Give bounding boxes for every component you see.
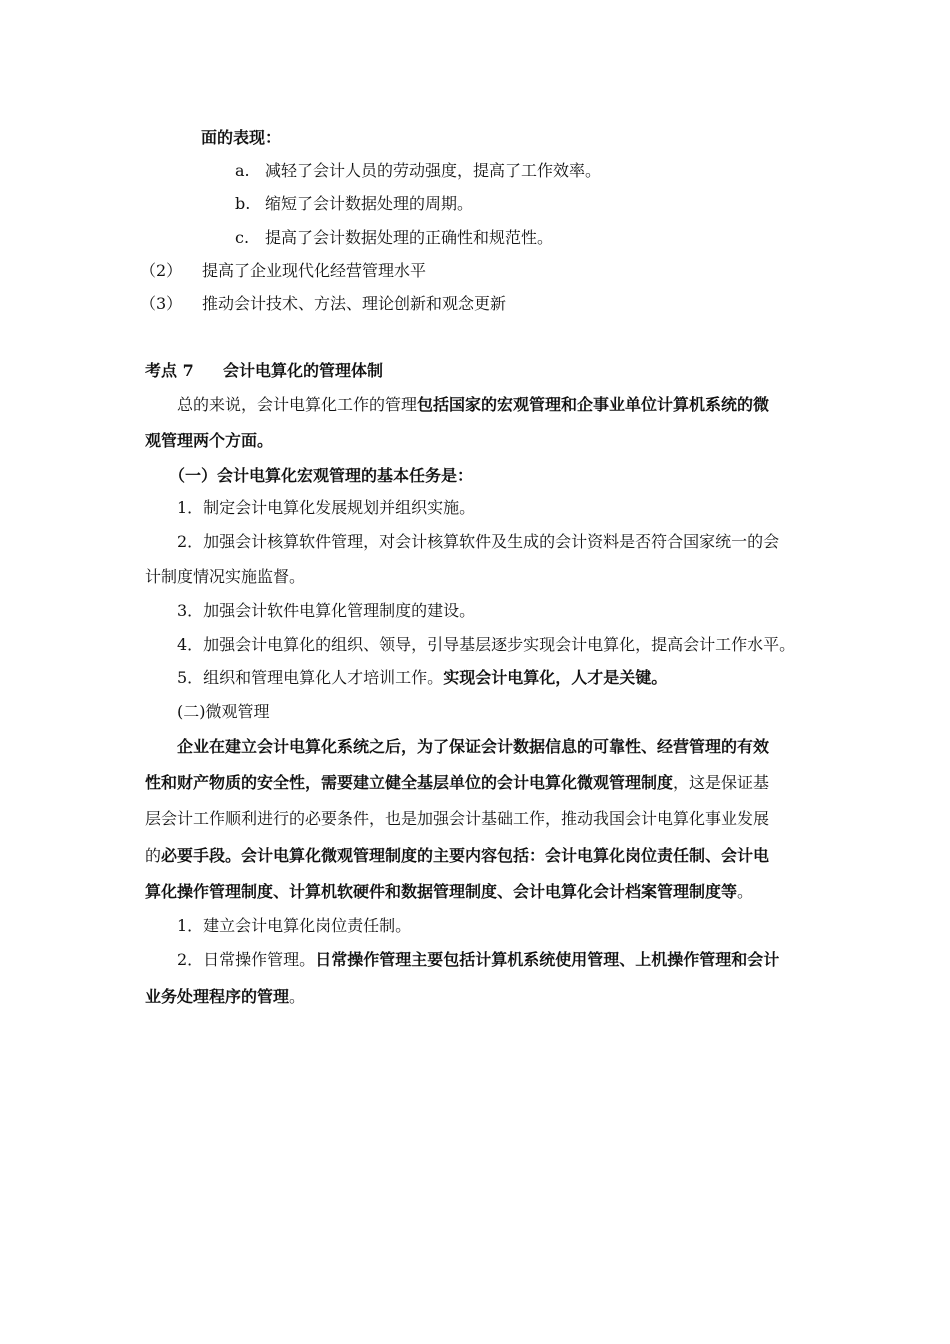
micro-para-text: ，这是保证基	[673, 773, 770, 792]
micro-item-2-text: 。	[289, 987, 306, 1006]
sub-item-text: 缩短了会计数据处理的周期。	[265, 194, 474, 213]
micro-para-line-3: 层会计工作顺利进行的必要条件，也是加强会计基础工作，推动我国会计电算化事业发展	[145, 809, 770, 828]
macro-item-1: 1．制定会计电算化发展规划并组织实施。	[177, 498, 476, 517]
micro-item-2-cont	[145, 987, 305, 1007]
micro-para-emphasis: 性和财产物质的安全性，需要建立健全基层单位的会计电算化微观管理制度	[145, 773, 674, 792]
macro-item-5-text: 5．组织和管理电算化人才培训工作。	[177, 668, 444, 687]
sub-item-c	[235, 228, 553, 248]
micro-item-1: 1．建立会计电算化岗位责任制。	[177, 916, 412, 935]
sub-item-marker: b.	[235, 194, 251, 213]
summary-line-1	[177, 395, 769, 415]
micro-para-line-2	[145, 773, 769, 793]
section-heading	[145, 361, 383, 381]
micro-para-line-4	[145, 846, 769, 866]
micro-item-2-emphasis: 业务处理程序的管理	[145, 987, 290, 1006]
macro-item-2: 2．加强会计核算软件管理，对会计核算软件及生成的会计资料是否符合国家统一的会	[177, 532, 780, 551]
macro-item-2-cont: 计制度情况实施监督。	[145, 567, 306, 586]
section-title: 会计电算化的管理体制	[223, 361, 384, 380]
micro-item-2	[177, 950, 779, 970]
summary-emphasis: 包括国家的宏观管理和企事业单位计算机系统的微	[417, 395, 770, 414]
list-item-3	[140, 294, 506, 314]
macro-heading: （一）会计电算化宏观管理的基本任务是：	[169, 466, 474, 485]
macro-item-5	[177, 668, 667, 688]
list-item-marker: （2）	[140, 261, 183, 280]
sub-item-marker: c.	[235, 228, 250, 247]
micro-item-2-emphasis: 日常操作管理主要包括计算机系统使用管理、上机操作管理和会计	[315, 950, 780, 969]
micro-item-2-text: 2．日常操作管理。	[177, 950, 316, 969]
micro-para-emphasis: 算化操作管理制度、计算机软硬件和数据管理制度、会计电算化会计档案管理制度等	[145, 882, 738, 901]
list-item-text: 提高了企业现代化经营管理水平	[202, 261, 427, 280]
list-item-marker: （3）	[140, 294, 183, 313]
section-label: 考点 7	[145, 361, 194, 380]
list-item-text: 推动会计技术、方法、理论创新和观念更新	[202, 294, 507, 313]
micro-para-line-5	[145, 882, 753, 902]
sub-item-b	[235, 194, 473, 214]
summary-line-2: 观管理两个方面。	[145, 431, 274, 450]
macro-item-3: 3．加强会计软件电算化管理制度的建设。	[177, 601, 476, 620]
macro-item-4: 4．加强会计电算化的组织、领导，引导基层逐步实现会计电算化，提高会计工作水平。	[177, 635, 796, 654]
sub-item-marker: a.	[235, 161, 250, 180]
list-item-2	[140, 261, 426, 281]
micro-para-emphasis: 必要手段。会计电算化微观管理制度的主要内容包括：会计电算化岗位责任制、会计电	[161, 846, 770, 865]
sub-item-text: 提高了会计数据处理的正确性和规范性。	[265, 228, 554, 247]
micro-para-text: 的	[145, 846, 162, 865]
macro-item-5-emphasis: 实现会计电算化，人才是关键。	[443, 668, 668, 687]
intro-heading: 面的表现：	[201, 128, 282, 147]
sub-item-a	[235, 161, 601, 181]
micro-para-text: 。	[737, 882, 754, 901]
sub-item-text: 减轻了会计人员的劳动强度，提高了工作效率。	[265, 161, 602, 180]
micro-para-line-1: 企业在建立会计电算化系统之后，为了保证会计数据信息的可靠性、经营管理的有效	[177, 737, 770, 756]
summary-text: 总的来说，会计电算化工作的管理	[177, 395, 418, 414]
micro-heading: (二)微观管理	[177, 702, 270, 721]
